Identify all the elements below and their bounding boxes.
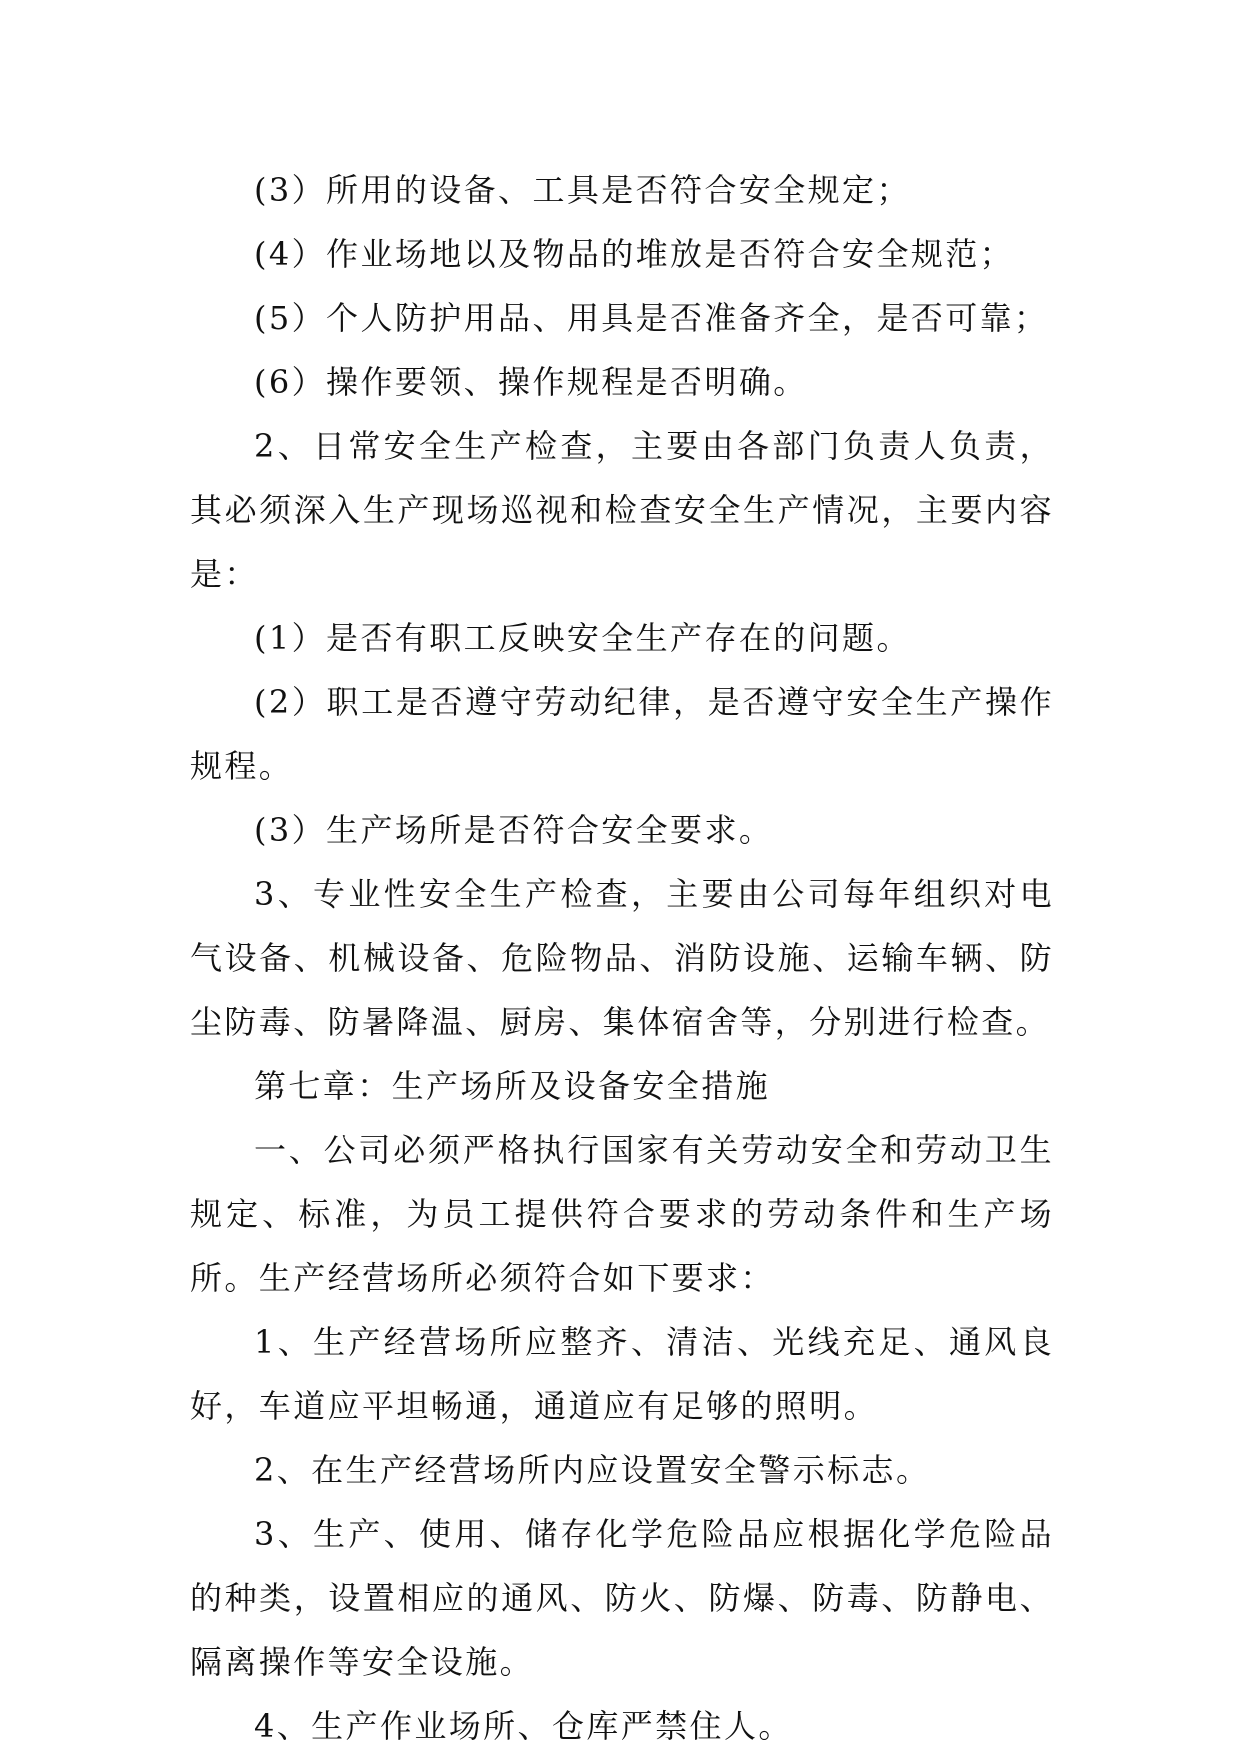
chapter-heading: 第七章：生产场所及设备安全措施 <box>254 1067 771 1105</box>
paragraph-requirement-1: 1、生产经营场所应整齐、清洁、光线充足、通风良好，车道应平坦畅通，通道应有足够的照明。 <box>190 1323 1054 1425</box>
paragraph-requirement-3: 3、生产、使用、储存化学危险品应根据化学危险品的种类，设置相应的通风、防火、防爆、防毒、防静电、隔离操作等安全设施。 <box>190 1515 1054 1681</box>
paragraph-requirement-4: 4、生产作业场所、仓库严禁住人。 <box>254 1707 793 1745</box>
paragraph-check-item-3: (3）所用的设备、工具是否符合安全规定； <box>254 171 911 209</box>
paragraph-check-item-6: (6）操作要领、操作规程是否明确。 <box>254 363 808 401</box>
paragraph-daily-item-1: (1）是否有职工反映安全生产存在的问题。 <box>254 619 911 657</box>
paragraph-section-one: 一、公司必须严格执行国家有关劳动安全和劳动卫生规定、标准，为员工提供符合要求的劳动条件和生产场所。生产经营场所必须符合如下要求： <box>190 1131 1054 1297</box>
paragraph-daily-item-3: (3）生产场所是否符合安全要求。 <box>254 811 774 849</box>
document-body <box>190 158 1054 1758</box>
paragraph-check-item-4: (4）作业场地以及物品的堆放是否符合安全规范； <box>254 235 1015 273</box>
paragraph-daily-safety-check: 2、日常安全生产检查，主要由各部门负责人负责，其必须深入生产现场巡视和检查安全生产情况，主要内容是： <box>190 427 1054 593</box>
paragraph-requirement-2: 2、在生产经营场所内应设置安全警示标志。 <box>254 1451 931 1489</box>
paragraph-daily-item-2: (2）职工是否遵守劳动纪律，是否遵守安全生产操作规程。 <box>190 683 1054 785</box>
paragraph-professional-safety-check: 3、专业性安全生产检查，主要由公司每年组织对电气设备、机械设备、危险物品、消防设施、运输车辆、防尘防毒、防暑降温、厨房、集体宿舍等，分别进行检查。 <box>190 875 1054 1041</box>
paragraph-check-item-5: (5）个人防护用品、用具是否准备齐全，是否可靠； <box>254 299 1049 337</box>
